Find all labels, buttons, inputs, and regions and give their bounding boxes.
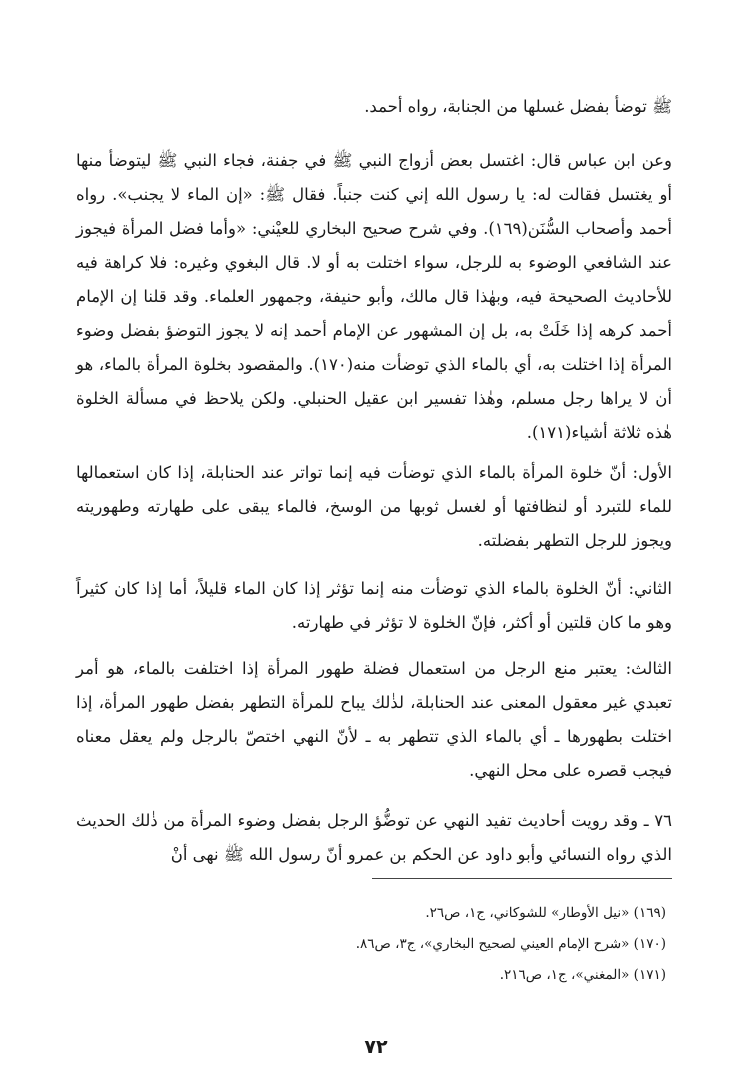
footnote-170: (١٧٠) «شرح الإمام العيني لصحيح البخاري»، ج٣، ص٨٦. <box>355 936 666 952</box>
main-text-paragraph <box>76 144 672 450</box>
paragraph-text: وعن ابن عباس قال: اغتسل بعض أزواج النبي ﷺ في جفنة، فجاء النبي ﷺ ليتوضأ منها أو يغتسل فقالت له: يا رسول الله إني كنت جنباً. فقال ﷺ: «إن الماء لا يجنب». رواه أحمد وأصحاب السُّنَن(١٦٩). وفي شرح صحيح البخاري للعيْني: «وأما فضل المرأة فيجوز عند الشافعي الوضوء به للرجل، سواء اختلت به أو لا. قال البغوي وغيره: فلا كراهة فيه للأحاديث الصحيحة فيه، وبهٰذا قال مالك، وأبو حنيفة، وجمهور العلماء. وقد قلنا إن الإمام أحمد كرهه إذا خَلَتْ به، بل إن المشهور عن الإمام أحمد إنه لا يجوز التوضؤ بفضل وضوء المرأة إذا اختلت به، أي بالماء الذي توضأت منه(١٧٠). والمقصود بخلوة المرأة بالماء، هو أن لا يراها رجل مسلم، وهٰذا تفسير ابن عقيل الحنبلي. ولكن يلاحظ في مسألة الخلوة هٰذه ثلاثة أشياء(١٧١). <box>76 151 673 442</box>
main-text-paragraph <box>76 572 672 640</box>
page-number: ٧٢ <box>364 1036 388 1058</box>
footnote-divider <box>372 878 672 879</box>
footnote-169: (١٦٩) «نيل الأوطار» للشوكاني، ج١، ص٢٦. <box>425 905 666 921</box>
main-text-paragraph <box>76 90 672 124</box>
paragraph-text: ٧٦ ـ وقد رويت أحاديث تفيد النهي عن توضُّؤ الرجل بفضل وضوء المرأة من ذٰلك الحديث الذي رواه النسائي وأبو داود عن الحكم بن عمرو أنّ رسول الله ﷺ نهى أنْ <box>76 811 672 864</box>
footnote-171: (١٧١) «المغني»، ج١، ص٢١٦. <box>499 967 666 983</box>
main-text-paragraph <box>76 652 672 788</box>
main-text-paragraph <box>76 804 672 872</box>
paragraph-text: الثاني: أنّ الخلوة بالماء الذي توضأت منه إنما تؤثر إذا كان الماء قليلاً، أما إذا كان كثيراً وهو ما كان قلتين أو أكثر، فإنّ الخلوة لا تؤثر في طهارته. <box>76 579 672 632</box>
main-text-paragraph <box>76 456 672 558</box>
paragraph-text: ﷺ توضأ بفضل غسلها من الجنابة، رواه أحمد. <box>364 97 672 116</box>
footnotes-section <box>76 898 666 991</box>
paragraph-text: الأول: أنّ خلوة المرأة بالماء الذي توضأت فيه إنما تواتر عند الحنابلة، إذا كان استعمالها للماء للتبرد أو لنظافتها أو لغسل ثوبها من الوسخ، فالماء يبقى على طهارته وطهوريته ويجوز للرجل التطهر بفضلته. <box>76 463 672 550</box>
paragraph-text: الثالث: يعتبر منع الرجل من استعمال فضلة طهور المرأة إذا اختلفت بالماء، هو أمر تعبدي غير معقول المعنى عند الحنابلة، لذٰلك يباح للمرأة التطهر بفضل طهور المرأة، إذا اختلت بطهورها ـ أي بالماء الذي تتطهر به ـ لأنّ النهي اختصّ بالرجل ولم يعقل معناه فيجب قصره على محل النهي. <box>76 659 672 780</box>
